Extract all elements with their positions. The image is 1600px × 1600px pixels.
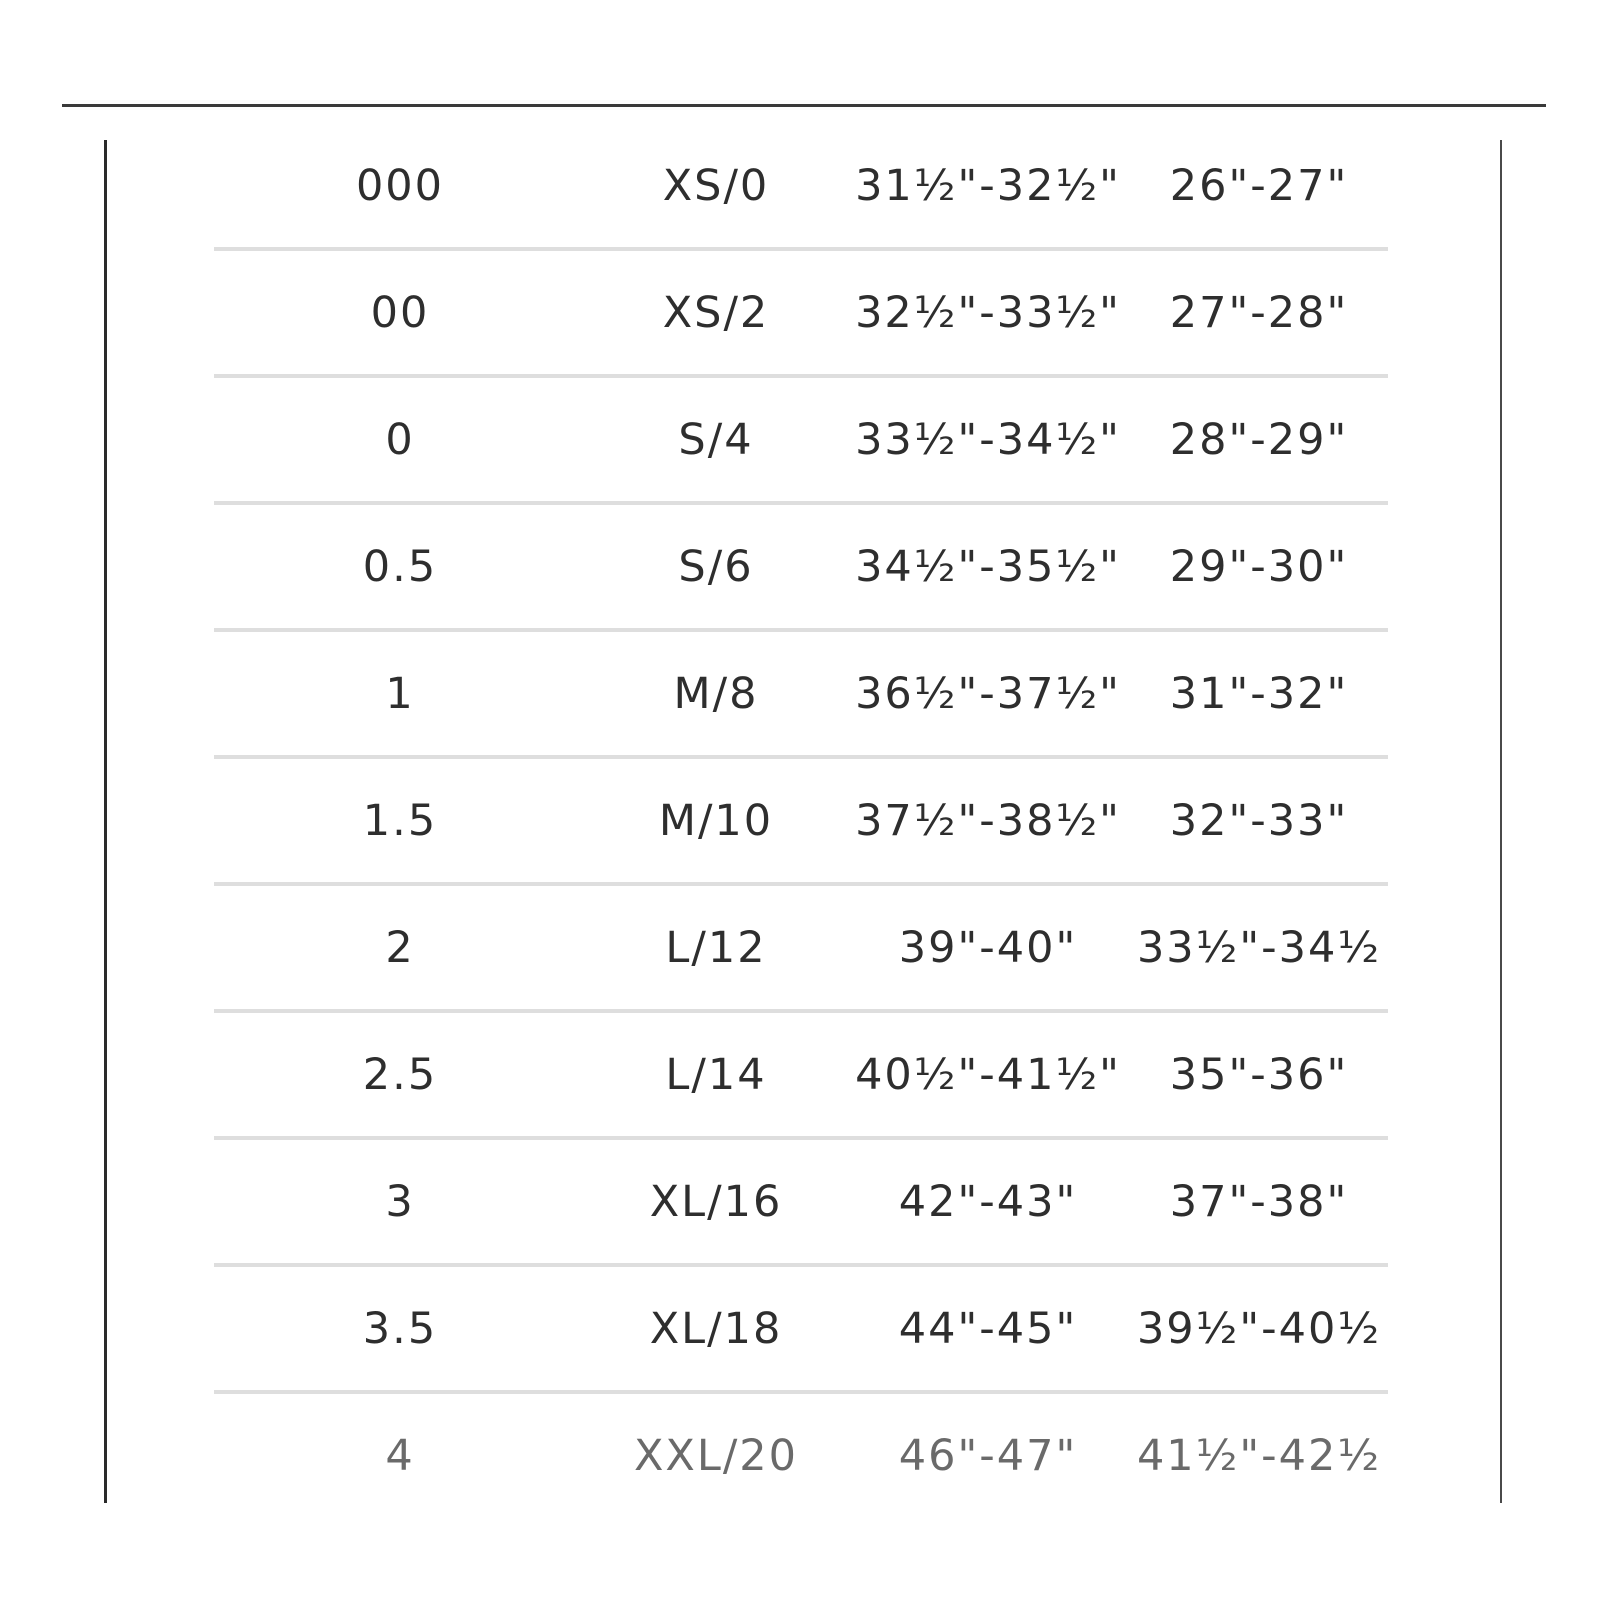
table-row xyxy=(214,376,1388,503)
table-row xyxy=(214,124,1388,249)
frame-right-border xyxy=(1500,140,1502,1503)
measurement-cell: 42"-43" xyxy=(846,1138,1130,1265)
measurement-cell: 41½"-42½ xyxy=(1136,1430,1382,1481)
letter-size-cell: XL/16 xyxy=(586,1138,846,1265)
table-row xyxy=(214,884,1388,1011)
measurement-cell: 40½"-41½" xyxy=(846,1011,1130,1138)
size-cell: 3 xyxy=(214,1138,586,1265)
table-row xyxy=(214,249,1388,376)
size-cell: 1 xyxy=(214,630,586,757)
size-cell: 0 xyxy=(214,376,586,503)
measurement-cell: 35"-36" xyxy=(1130,1011,1388,1138)
letter-size-cell: XS/0 xyxy=(586,124,846,249)
size-cell: 4 xyxy=(385,1430,415,1481)
letter-size-cell: S/6 xyxy=(586,503,846,630)
measurement-cell: 26"-27" xyxy=(1130,124,1388,249)
measurement-cell: 39½"-40½ xyxy=(1130,1265,1388,1392)
letter-size-cell: L/14 xyxy=(586,1011,846,1138)
size-cell: 1.5 xyxy=(214,757,586,884)
frame-left-border xyxy=(104,140,107,1503)
measurement-cell: 34½"-35½" xyxy=(846,503,1130,630)
measurement-cell: 28"-29" xyxy=(1130,376,1388,503)
size-cell: 000 xyxy=(214,124,586,249)
table-row xyxy=(214,1392,1388,1517)
measurement-cell: 33½"-34½" xyxy=(846,376,1130,503)
measurement-cell: 27"-28" xyxy=(1130,249,1388,376)
table-row xyxy=(214,503,1388,630)
size-cell: 2.5 xyxy=(214,1011,586,1138)
letter-size-cell: M/8 xyxy=(586,630,846,757)
measurement-cell: 32½"-33½" xyxy=(846,249,1130,376)
measurement-cell: 31"-32" xyxy=(1130,630,1388,757)
size-cell: 3.5 xyxy=(214,1265,586,1392)
measurement-cell: 46"-47" xyxy=(898,1430,1078,1481)
measurement-cell: 37½"-38½" xyxy=(846,757,1130,884)
table-row xyxy=(214,1265,1388,1392)
table-row xyxy=(214,630,1388,757)
size-cell: 0.5 xyxy=(214,503,586,630)
letter-size-cell: XS/2 xyxy=(586,249,846,376)
size-cell: 00 xyxy=(214,249,586,376)
letter-size-cell: L/12 xyxy=(586,884,846,1011)
measurement-cell: 32"-33" xyxy=(1130,757,1388,884)
measurement-cell: 36½"-37½" xyxy=(846,630,1130,757)
measurement-cell: 44"-45" xyxy=(846,1265,1130,1392)
measurement-cell: 37"-38" xyxy=(1130,1138,1388,1265)
measurement-cell: 31½"-32½" xyxy=(846,124,1130,249)
measurement-cell: 33½"-34½ xyxy=(1130,884,1388,1011)
size-cell: 2 xyxy=(214,884,586,1011)
letter-size-cell: S/4 xyxy=(586,376,846,503)
letter-size-cell: XL/18 xyxy=(586,1265,846,1392)
letter-size-cell: M/10 xyxy=(586,757,846,884)
table-row xyxy=(214,1138,1388,1265)
table-row xyxy=(214,1011,1388,1138)
size-chart-table xyxy=(214,124,1388,1517)
measurement-cell: 39"-40" xyxy=(846,884,1130,1011)
table-row xyxy=(214,757,1388,884)
measurement-cell: 29"-30" xyxy=(1130,503,1388,630)
letter-size-cell: XXL/20 xyxy=(633,1430,799,1481)
top-rule xyxy=(62,104,1546,107)
